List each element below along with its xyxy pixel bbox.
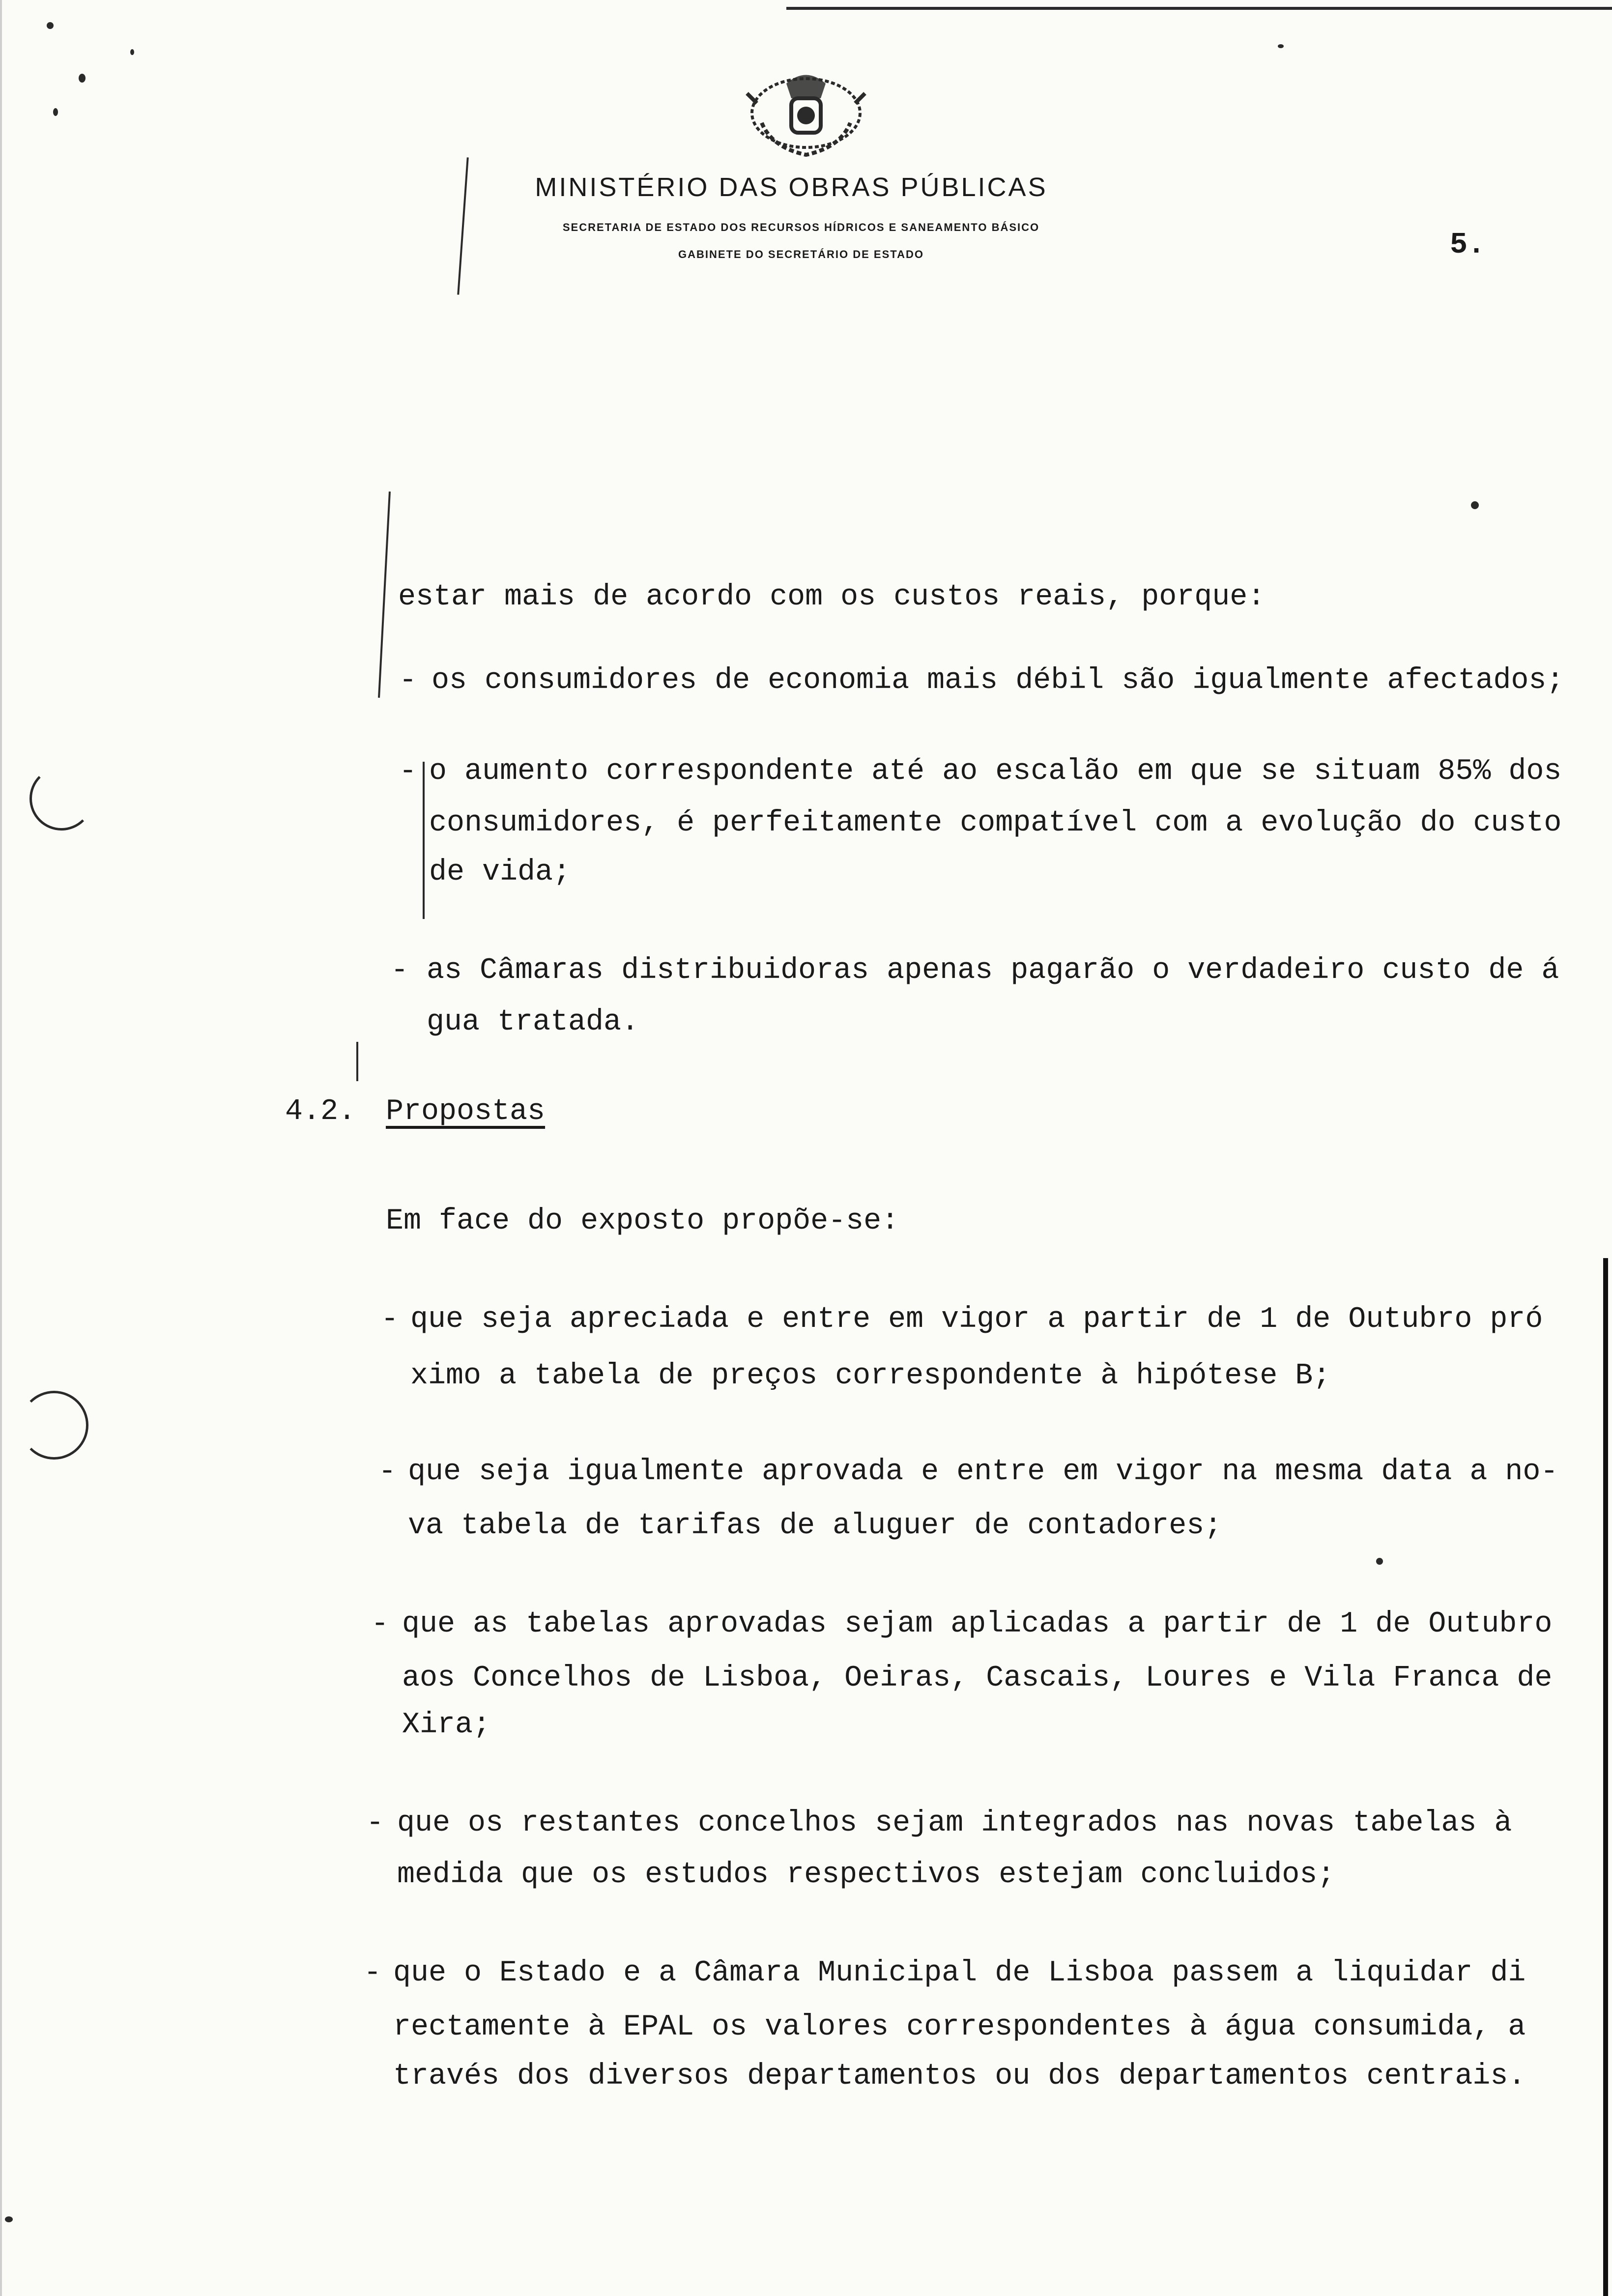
reason-line: gua tratada.: [427, 1005, 639, 1039]
intro-line: estar mais de acordo com os custos reais, porque:: [398, 580, 1266, 614]
reason-line: os consumidores de economia mais débil são igualmente afectados;: [432, 664, 1564, 697]
list-dash: -: [371, 1607, 389, 1641]
gabinete-subtitle: GABINETE DO SECRETÁRIO DE ESTADO: [678, 248, 924, 260]
margin-line: [423, 762, 425, 919]
margin-line: [378, 491, 391, 698]
proposal-line: que seja apreciada e entre em vigor a partir de 1 de Outubro pró: [410, 1303, 1543, 1336]
proposal-line: que o Estado e a Câmara Municipal de Lisboa passem a liquidar di: [393, 1956, 1526, 1990]
list-dash: -: [378, 1455, 397, 1489]
proposal-line: Xira;: [402, 1708, 491, 1742]
ministry-title: MINISTÉRIO DAS OBRAS PÚBLICAS: [535, 172, 1048, 202]
page-number: 5.: [1450, 229, 1486, 262]
coat-of-arms-emblem: [742, 64, 870, 162]
scan-speck: [1278, 44, 1284, 48]
list-dash: -: [399, 755, 417, 788]
reason-line: de vida;: [429, 856, 571, 889]
reason-line: as Câmaras distribuidoras apenas pagarão o verdadeiro custo de á: [427, 954, 1559, 987]
section-intro: Em face do exposto propõe-se:: [386, 1205, 899, 1238]
secretaria-subtitle: SECRETARIA DE ESTADO DOS RECURSOS HÍDRICOS E SANEAMENTO BÁSICO: [562, 221, 1040, 233]
list-dash: -: [381, 1303, 399, 1336]
scan-speck: [5, 2216, 13, 2222]
proposal-line: que os restantes concelhos sejam integrados nas novas tabelas à: [397, 1807, 1512, 1840]
proposal-line: que seja igualmente aprovada e entre em vigor na mesma data a no-: [408, 1455, 1558, 1489]
scan-top-rule: [786, 7, 1612, 10]
list-dash: -: [399, 664, 417, 697]
reason-line: o aumento correspondente até ao escalão em que se situam 85% dos: [429, 755, 1562, 788]
proposal-line: va tabela de tarifas de aluguer de contadores;: [408, 1509, 1222, 1543]
scan-speck: [79, 74, 86, 83]
proposal-line: que as tabelas aprovadas sejam aplicadas a partir de 1 de Outubro: [402, 1607, 1553, 1641]
scan-speck: [53, 108, 58, 116]
scan-speck: [130, 49, 134, 55]
punch-hole-mark: [29, 767, 93, 831]
section-number: 4.2.: [285, 1095, 356, 1128]
proposal-line: ximo a tabela de preços correspondente à hipótese B;: [410, 1359, 1331, 1393]
scan-speck: [47, 22, 54, 29]
list-dash: -: [364, 1956, 382, 1990]
list-dash: -: [391, 954, 409, 987]
list-dash: -: [366, 1807, 384, 1840]
proposal-line: aos Concelhos de Lisboa, Oeiras, Cascais, Loures e Vila Franca de: [402, 1662, 1553, 1695]
scan-speck: [1376, 1558, 1383, 1565]
reason-line: consumidores, é perfeitamente compatível com a evolução do custo: [429, 806, 1562, 840]
scan-left-edge: [0, 0, 2, 2296]
punch-hole-mark: [20, 1391, 88, 1460]
scan-speck: [1471, 501, 1479, 509]
scan-right-edge: [1603, 1258, 1608, 2296]
proposal-line: rectamente à EPAL os valores correspondentes à água consumida, a: [393, 2010, 1526, 2044]
section-title: Propostas: [386, 1095, 546, 1128]
proposal-line: medida que os estudos respectivos estejam concluidos;: [397, 1858, 1335, 1892]
proposal-line: través dos diversos departamentos ou dos departamentos centrais.: [393, 2060, 1526, 2093]
margin-line: [356, 1042, 358, 1081]
